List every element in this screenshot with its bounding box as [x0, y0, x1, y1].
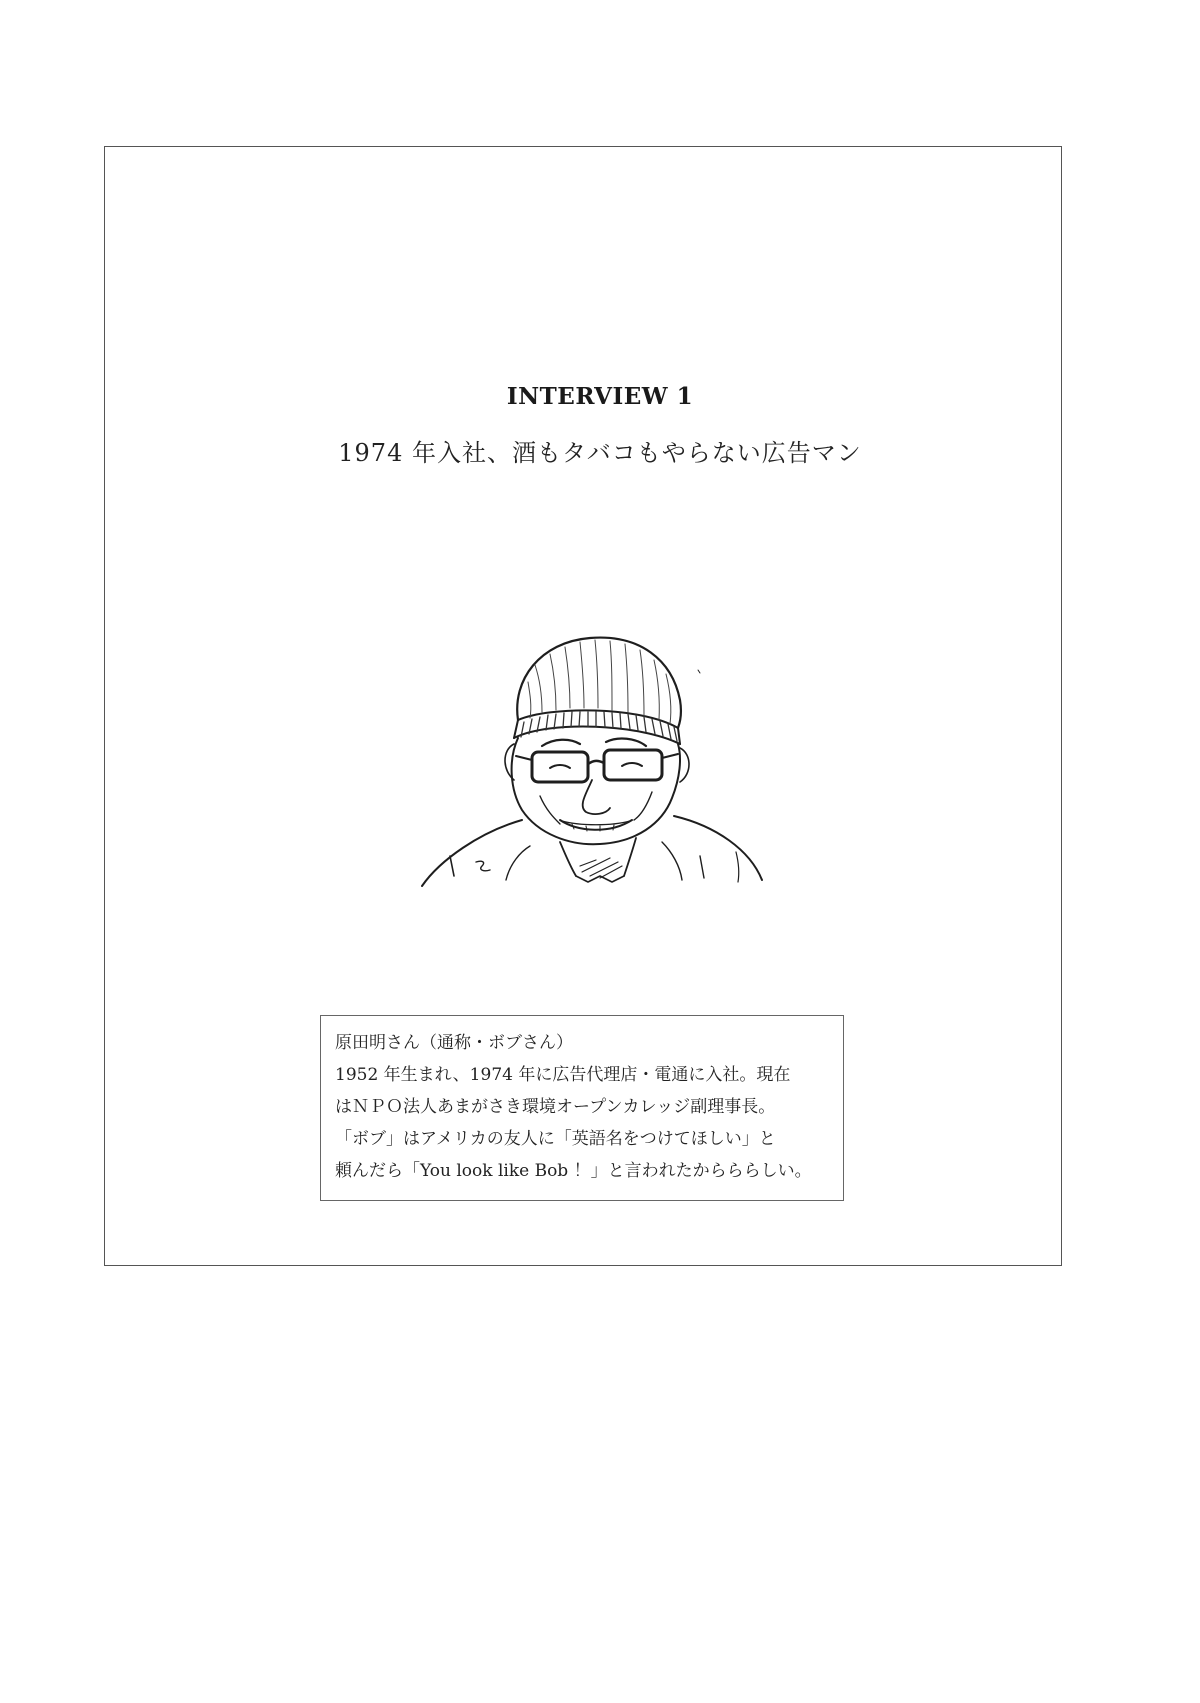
profile-line-3: 「ボブ」はアメリカの友人に「英語名をつけてほしい」と — [335, 1129, 776, 1149]
profile-line-4: 頼んだら「You look like Bob ！」と言われたからららしい。 — [335, 1161, 812, 1181]
interview-heading: INTERVIEW 1 — [506, 383, 694, 410]
profile-line-2: はＮＰＯ法人あまがさき環境オープンカレッジ副理事長。 — [335, 1097, 776, 1117]
profile-name: 原田明さん（通称・ボブさん） — [335, 1033, 573, 1053]
sketch-portrait-icon — [400, 620, 780, 890]
profile-box — [320, 1015, 844, 1201]
profile-line-1: 1952 年生まれ、1974 年に広告代理店・電通に入社。現在 — [335, 1065, 791, 1085]
interview-subtitle: 1974 年入社、酒もタバコもやらない広告マン — [338, 439, 862, 467]
beanie-hat — [514, 638, 681, 744]
